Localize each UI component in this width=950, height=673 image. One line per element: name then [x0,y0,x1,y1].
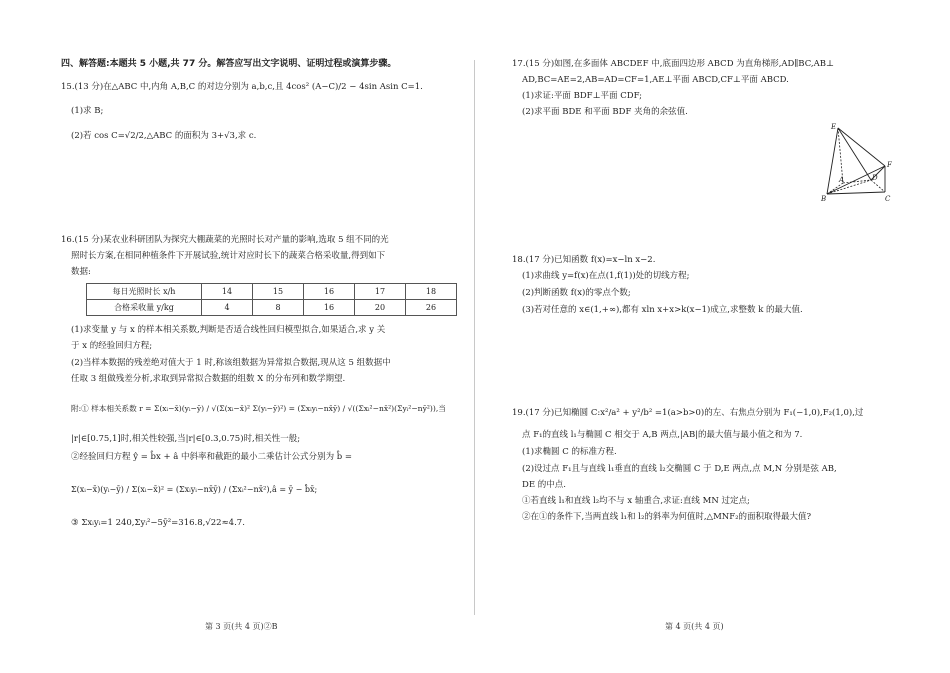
q15-stem: 15.(13 分)在△ABC 中,内角 A,B,C 的对边分别为 a,b,c,且 4cos² (A−C)/2 − 4sin Asin C=1. [61,82,423,92]
edge-eb [827,128,838,194]
q15-part2: (2)若 cos C=√2/2,△ABC 的面积为 3+√3,求 c. [71,131,257,141]
polyhedron-figure [817,120,897,204]
column-divider [474,60,475,615]
q16-hint-1: 附:① 样本相关系数 r = Σ(xᵢ−x̄)(yᵢ−ȳ) / √(Σ(xᵢ−x̄)² Σ(yᵢ−ȳ)²) = (Σxᵢyᵢ−nx̄ȳ) / √((Σxᵢ²−nx̄²)(Σyᵢ²−nȳ²)),当 [71,404,446,413]
q17-part2: (2)求平面 BDE 和平面 BDF 夹角的余弦值. [522,107,688,117]
q18-part2: (2)判断函数 f(x)的零点个数; [522,288,631,298]
label-a: A [839,176,845,184]
table-cell: 17 [355,284,406,300]
label-f: F [887,161,892,169]
q16-hint-4: Σ(xᵢ−x̄)(yᵢ−ȳ) / Σ(xᵢ−x̄)² = (Σxᵢyᵢ−nx̄ȳ) / (Σxᵢ²−nx̄²),â = ȳ − b̂x̄; [71,485,318,494]
table-row-header: 合格采收量 y/kg [87,300,202,316]
q16-hint-3: ②经验回归方程 ŷ = b̂x + â 中斜率和截距的最小二乘估计公式分别为 b̂ = [71,452,353,462]
q16-data-table [86,283,457,316]
q18-part1: (1)求曲线 y=f(x)在点(1,f(1))处的切线方程; [522,271,690,281]
edge-ef [838,128,885,166]
q16-stem-line3: 数据: [71,267,91,277]
edge-bd-hidden [827,180,871,194]
table-cell: 26 [406,300,457,316]
q15-part1: (1)求 B; [71,106,104,116]
table-cell: 15 [253,284,304,300]
q19-part2-line2: DE 的中点. [522,480,566,490]
table-cell: 16 [304,284,355,300]
q16-part1-line1: (1)求变量 y 与 x 的样本相关系数,判断是否适合线性回归模型拟合,如果适合,求 y 关 [71,325,386,335]
page-footer: 第 4 页(共 4 页) [665,622,724,631]
table-row-header: 每日光照时长 x/h [87,284,202,300]
label-d: D [872,174,878,182]
page-footer: 第 3 页(共 4 页)②B [205,622,278,631]
label-c: C [885,195,891,203]
edge-bc [827,192,885,194]
table-cell: 16 [304,300,355,316]
q19-stem-line1: 19.(17 分)已知椭圆 C:x²/a² + y²/b² =1(a>b>0)的左、右焦点分别为 F₁(−1,0),F₂(1,0),过 [512,408,864,418]
q16-part2-line1: (2)当样本数据的残差绝对值大于 1 时,称该组数据为异常拟合数据,现从这 5 组数据中 [71,358,391,368]
table-cell: 18 [406,284,457,300]
table-cell: 8 [253,300,304,316]
page-4 [478,0,950,673]
q16-part1-line2: 于 x 的经验回归方程; [71,341,153,351]
q19-part2-line1: (2)设过点 F₁且与直线 l₁垂直的直线 l₂交椭圆 C 于 D,E 两点,点 M,N 分别是弦 AB, [522,464,837,474]
section-heading: 四、解答题:本题共 5 小题,共 77 分。解答应写出文字说明、证明过程或演算步骤。 [61,59,397,69]
q16-stem-line2: 照时长方案,在相同种植条件下开展试验,统计对应时长下的蔬菜合格采收量,得到如下 [71,251,386,261]
q19-part2-sub1: ①若直线 l₁和直线 l₂均不与 x 轴重合,求证:直线 MN 过定点; [522,496,750,506]
q19-part1: (1)求椭圆 C 的标准方程. [522,447,617,457]
q18-part3: (3)若对任意的 x∈(1,+∞),都有 xln x+x>k(x−1)成立,求整数 k 的最大值. [522,305,803,315]
q19-stem-line2: 点 F₁的直线 l₁与椭圆 C 相交于 A,B 两点,|AB|的最大值与最小值之和为 7. [522,430,803,440]
table-cell: 20 [355,300,406,316]
table-cell: 14 [202,284,253,300]
q17-stem-line2: AD,BC=AE=2,AB=AD=CF=1,AE⊥平面 ABCD,CF⊥平面 ABCD. [522,75,789,85]
label-e: E [831,123,837,131]
table-row [87,284,457,300]
table-row [87,300,457,316]
edge-ea-hidden [838,128,843,183]
label-b: B [821,195,827,203]
q16-stem-line1: 16.(15 分)某农业科研团队为探究大棚蔬菜的光照时长对产量的影响,选取 5 组不同的光 [61,235,389,245]
q16-hint-2: |r|∈[0.75,1]时,相关性较强,当|r|∈[0.3,0.75)时,相关性一般; [71,434,301,444]
q19-part2-sub2: ②在①的条件下,当两直线 l₁和 l₂的斜率为何值时,△MNF₂的面积取得最大值? [522,512,812,522]
q17-stem-line1: 17.(15 分)如图,在多面体 ABCDEF 中,底面四边形 ABCD 为直角梯形,AD∥BC,AB⊥ [512,59,834,69]
page-3 [0,0,472,673]
q18-stem: 18.(17 分)已知函数 f(x)=x−ln x−2. [512,255,656,265]
edge-ed [838,128,871,180]
edge-ad-hidden [843,180,871,183]
q17-part1: (1)求证:平面 BDF⊥平面 CDF; [522,91,643,101]
table-cell: 4 [202,300,253,316]
q16-part2-line2: 任取 3 组做残差分析,求取到异常拟合数据的组数 X 的分布列和数学期望. [71,374,346,384]
q16-hint-5: ③ Σxᵢyᵢ=1 240,Σyᵢ²−5ȳ²=316.8,√22≈4.7. [71,518,245,528]
